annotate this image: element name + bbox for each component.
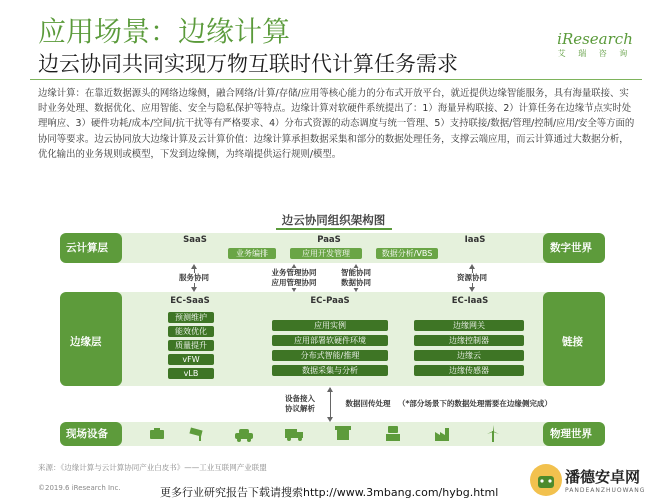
logo-cn-text: 艾 瑞 咨 询: [557, 49, 633, 58]
ec-iaas-item: 边缘网关: [414, 320, 524, 331]
cloud-iaas-item: 数据分析/VBS: [376, 248, 438, 259]
cloud-saas-item: 业务编排: [228, 248, 276, 259]
iresearch-logo: [550, 30, 640, 59]
android-logo-icon: [529, 463, 563, 497]
cloud-saas-header: SaaS: [183, 235, 207, 245]
arrow-up-icon: [191, 264, 197, 269]
device-access-arrow: [330, 388, 331, 418]
watermark-subtext: PANDEANZHUOWANG: [565, 487, 646, 494]
watermark: [525, 460, 665, 500]
device-layer-label: 现场设备: [66, 428, 108, 440]
page-title: 应用场景：边缘计算: [38, 15, 291, 48]
edge-layer-label: 边缘层: [70, 336, 102, 348]
digital-world-label: 数字世界: [550, 242, 592, 254]
app-sync-label: 应用管理协同: [262, 278, 326, 288]
ec-saas-item: 预测维护: [168, 312, 214, 323]
data-backhaul-label: 数据回传处理: [345, 399, 391, 408]
intel-sync-label: 智能协同: [334, 268, 378, 278]
cctv-icon: [189, 428, 202, 441]
resource-sync-label: 资源协同: [446, 273, 498, 283]
box-icon: [335, 426, 351, 440]
ec-saas-item: vLB: [168, 368, 214, 379]
truck-icon: [285, 429, 303, 441]
copyright: ©2019.6 iResearch Inc.: [38, 484, 121, 492]
source-note: 来源：《边缘计算与云计算协同产业白皮书》——工业互联网产业联盟: [38, 463, 267, 472]
device-access-label: 设备接入: [285, 394, 315, 403]
ec-saas-item: 能效优化: [168, 326, 214, 337]
data-sync-label: 数据协同: [334, 278, 378, 288]
device-icons-row: [140, 424, 530, 444]
biz-sync-label: 业务管理协同: [262, 268, 326, 278]
protocol-parse-label: 协议解析: [285, 404, 315, 413]
watermark-text: 潘德安卓网: [565, 468, 641, 486]
arrow-up-icon: [469, 264, 475, 269]
ec-paas-item: 分布式智能/推理: [272, 350, 388, 361]
ec-paas-item: 数据采集与分析: [272, 365, 388, 376]
car-icon: [235, 429, 253, 442]
wind-turbine-icon: [487, 425, 499, 442]
diagram-title-underline: [276, 228, 392, 230]
ec-iaas-item: 边缘云: [414, 350, 524, 361]
download-banner[interactable]: 更多行业研究报告下载请搜索http://www.3mbang.com/hybg.html: [160, 486, 499, 499]
arrow-up-icon: [327, 387, 333, 392]
body-paragraph: 边缘计算：在靠近数据源头的网络边缘侧，融合网络/计算/存储/应用等核心能力的分布式开放平台，就近提供边缘智能服务，具有海量联接、实时业务处理、数据优化、应用智能、安全与隐私保护等特点。边缘计算对软硬件系统提出了：1）海量异构联接、2）计算任务在边缘节点实时处理响应、3）硬件功耗/成本/空间/抗干扰等有严格要求、4）分布式资源的动态调度与统一管理、5）支持联接/数据/管理/控制/应用/安全等方面的协同等要求。边云协同放大边缘计算及云计算价值：边缘计算承担数据采集和部分的数据处理任务，支撑云端应用，而云计算通过大数据分析，优化输出的业务规则或模型，下发到边缘侧，为终端提供运行规则/模型。: [38, 88, 635, 160]
cloud-paas-item: 应用开发管理: [290, 248, 362, 259]
ec-saas-header: EC-SaaS: [170, 296, 210, 306]
title-divider: [30, 79, 642, 80]
physical-world-label: 物理世界: [550, 428, 592, 440]
body-text: [38, 86, 636, 162]
ec-paas-item: 应用实例: [272, 320, 388, 331]
ec-paas-item: 应用部署软硬件环境: [272, 335, 388, 346]
factory-icon: [435, 428, 449, 441]
service-sync-label: 服务协同: [168, 273, 220, 283]
link-label: 链接: [562, 336, 583, 348]
cloud-layer-label: 云计算层: [66, 242, 108, 254]
cloud-iaas-header: IaaS: [464, 235, 486, 245]
ec-iaas-header: EC-IaaS: [451, 296, 489, 306]
cloud-paas-header: PaaS: [317, 235, 341, 245]
diagram-title: 边云协同组织架构图: [281, 213, 386, 227]
logo-text: iResearch: [557, 30, 633, 48]
ec-saas-item: 质量提升: [168, 340, 214, 351]
robot-icon: [386, 426, 400, 441]
ec-iaas-item: 边缘传感器: [414, 365, 524, 376]
camera-icon: [150, 428, 164, 439]
ec-saas-item: vFW: [168, 354, 214, 365]
ec-iaas-item: 边缘控制器: [414, 335, 524, 346]
edge-processing-note: （*部分场景下的数据处理需要在边缘侧完成）: [398, 399, 552, 408]
ec-paas-header: EC-PaaS: [310, 296, 350, 306]
page-subtitle: 边云协同共同实现万物互联时代计算任务需求: [38, 52, 458, 76]
